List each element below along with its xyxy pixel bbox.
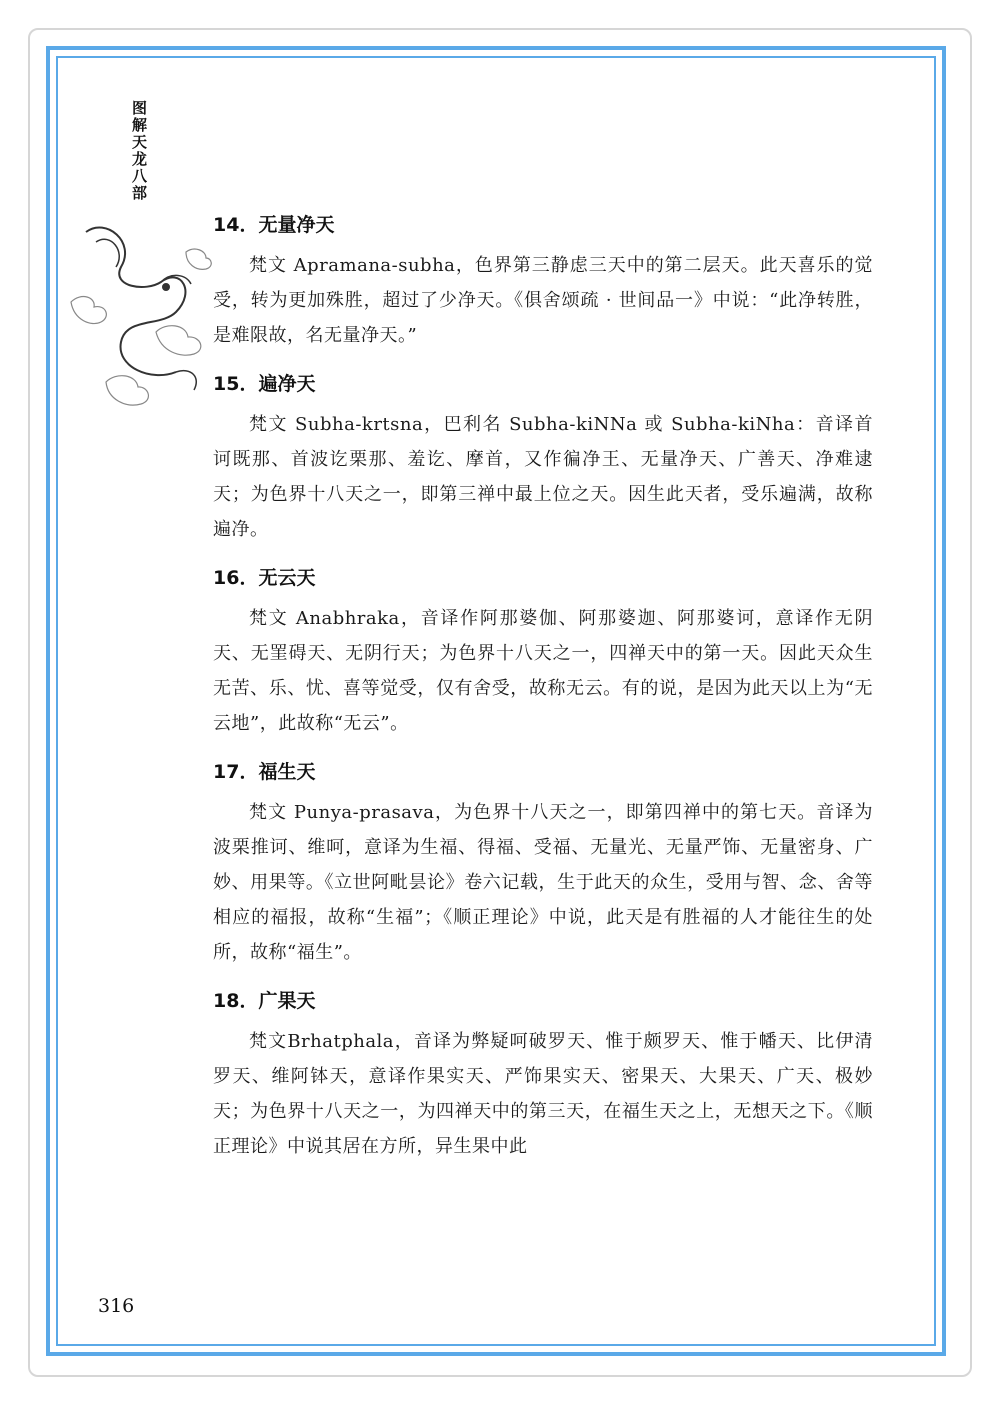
page-number: 316 (98, 1295, 135, 1317)
section-body: 梵文 Anabhraka，音译作阿那婆伽、阿那婆迦、阿那婆诃，意译作无阴天、无罣碍天、无阴行天；为色界十八天之一，四禅天中的第一天。因此天众生无苦、乐、忧、喜等觉受，仅有舍受，故称无云。有的说，是因为此天以上为“无云地”，此故称“无云”。 (213, 608, 873, 734)
section-body: 梵文 Subha-krtsna，巴利名 Subha-kiNNa 或 Subha-kiNha：音译首诃既那、首波讫栗那、羞讫、摩首，又作徧净王、无量净天、广善天、净难逮天；为色界十八天之一，即第三禅中最上位之天。因生此天者，受乐遍满，故称遍净。 (213, 414, 873, 540)
section-17 (213, 755, 873, 970)
section-18 (213, 984, 873, 1164)
section-heading: 16．无云天 (213, 567, 316, 589)
section-body: 梵文 Apramana-subha，色界第三静虑三天中的第二层天。此天喜乐的觉受，转为更加殊胜，超过了少净天。《俱舍颂疏 · 世间品一》中说：“此净转胜，是难限故，名无量净天。” (213, 255, 873, 346)
section-heading: 15．遍净天 (213, 373, 316, 395)
side-book-title: 图解天龙八部 (130, 100, 148, 202)
section-heading: 17．福生天 (213, 761, 316, 783)
section-14 (213, 208, 873, 353)
section-15 (213, 367, 873, 547)
section-heading: 18．广果天 (213, 990, 316, 1012)
section-heading: 14．无量净天 (213, 214, 335, 236)
section-body: 梵文 Punya-prasava，为色界十八天之一，即第四禅中的第七天。音译为波栗推诃、维呵，意译为生福、得福、受福、无量光、无量严饰、无量密身、广妙、用果等。《立世阿毗昙论》卷六记载，生于此天的众生，受用与智、念、舍等相应的福报，故称“生福”；《顺正理论》中说，此天是有胜福的人才能往生的处所，故称“福生”。 (213, 802, 873, 963)
dragon-illustration (66, 212, 216, 412)
section-body: 梵文Brhatphala，音译为弊疑呵破罗天、惟于颇罗天、惟于幡天、比伊清罗天、维阿钵天，意译作果实天、严饰果实天、密果天、大果天、广天、极妙天；为色界十八天之一，为四禅天中的第三天，在福生天之上，无想天之下。《顺正理论》中说其居在方所，异生果中此 (213, 1031, 873, 1157)
section-16 (213, 561, 873, 741)
main-content (213, 208, 873, 1178)
